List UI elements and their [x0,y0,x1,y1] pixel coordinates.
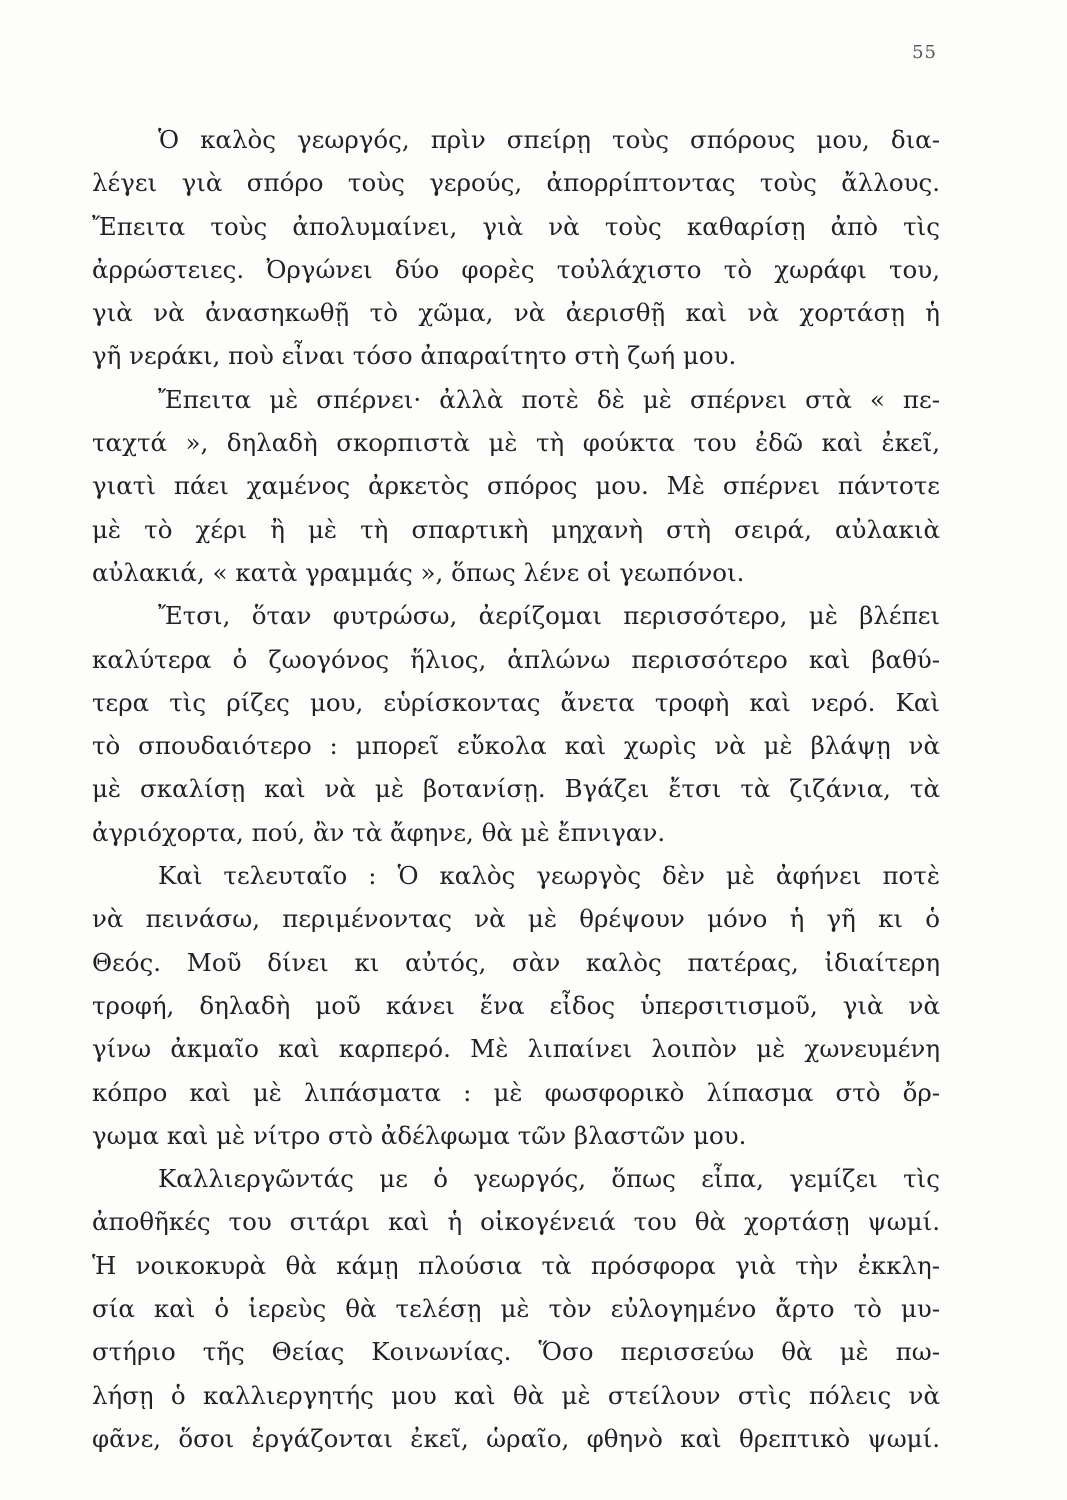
text-line: τὸ σπουδαιότερο : μπορεῖ εὔκολα καὶ χωρὶς νὰ μὲ βλάψῃ νὰ [92,731,940,761]
text-line: γιὰ νὰ ἀνασηκωθῇ τὸ χῶμα, νὰ ἀερισθῇ καὶ νὰ χορτάσῃ ἡ [92,298,940,328]
text-line: Καλλιεργῶντάς με ὁ γεωργός, ὅπως εἶπα, γεμίζει τὶς [158,1164,940,1194]
text-line: λήσῃ ὁ καλλιεργητής μου καὶ θὰ μὲ στείλουν στὶς πόλεις νὰ [92,1380,940,1410]
text-line: καλύτερα ὁ ζωογόνος ἥλιος, ἁπλώνω περισσότερο καὶ βαθύ- [92,644,940,674]
text-line: Ἔτσι, ὅταν φυτρώσω, ἀερίζομαι περισσότερο, μὲ βλέπει [158,601,940,631]
text-line: λέγει γιὰ σπόρο τοὺς γερούς, ἀπορρίπτοντας τοὺς ἄλλους. [92,168,940,198]
text-line: ἀποθῆκές του σιτάρι καὶ ἡ οἰκογένειά του θὰ χορτάσῃ ψωμί. [92,1207,940,1237]
text-line: Ἔπειτα μὲ σπέρνει· ἀλλὰ ποτὲ δὲ μὲ σπέρνει στὰ « πε- [158,384,940,414]
text-line: κόπρο καὶ μὲ λιπάσματα : μὲ φωσφορικὸ λίπασμα στὸ ὄρ- [92,1077,940,1107]
text-line: Ἡ νοικοκυρὰ θὰ κάμῃ πλούσια τὰ πρόσφορα γιὰ τὴν ἐκκλη- [92,1250,940,1280]
text-line: γιατὶ πάει χαμένος ἀρκετὸς σπόρος μου. Μὲ σπέρνει πάντοτε [92,471,940,501]
text-line: Ἔπειτα τοὺς ἀπολυμαίνει, γιὰ νὰ τοὺς καθαρίσῃ ἀπὸ τὶς [92,211,940,241]
text-line: ἀρρώστειες. Ὀργώνει δύο φορὲς τοὐλάχιστο τὸ χωράφι του, [92,254,940,284]
text-line: νὰ πεινάσω, περιμένοντας νὰ μὲ θρέψουν μόνο ἡ γῆ κι ὁ [92,904,940,934]
text-line: Ὁ καλὸς γεωργός, πρὶν σπείρῃ τοὺς σπόρους μου, δια- [158,125,940,154]
text-line: γῆ νεράκι, ποὺ εἶναι τόσο ἀπαραίτητο στὴ ζωή μου. [92,341,737,371]
text-line: μὲ τὸ χέρι ἢ μὲ τὴ σπαρτικὴ μηχανὴ στὴ σειρά, αὐλακιὰ [92,514,940,544]
text-line: τροφή, δηλαδὴ μοῦ κάνει ἕνα εἶδος ὑπερσιτισμοῦ, γιὰ νὰ [92,990,940,1020]
body-text [92,118,940,1460]
text-line: φᾶνε, ὅσοι ἐργάζονται ἐκεῖ, ὡραῖο, φθηνὸ καὶ θρεπτικὸ ψωμί. [92,1423,940,1453]
text-line: Καὶ τελευταῖο : Ὁ καλὸς γεωργὸς δὲν μὲ ἀφήνει ποτὲ [158,861,940,891]
text-line: γωμα καὶ μὲ νίτρο στὸ ἀδέλφωμα τῶν βλαστῶν μου. [92,1120,747,1150]
text-line: γίνω ἀκμαῖο καὶ καρπερό. Μὲ λιπαίνει λοιπὸν μὲ χωνευμένη [92,1034,940,1064]
page-number: 55 [912,42,937,63]
text-line: Θεός. Μοῦ δίνει κι αὐτός, σὰν καλὸς πατέρας, ἰδιαίτερη [92,947,940,977]
text-line: στήριο τῆς Θείας Κοινωνίας. Ὅσο περισσεύω θὰ μὲ πω- [92,1337,940,1367]
text-line: αὐλακιά, « κατὰ γραμμάς », ὅπως λένε οἱ γεωπόνοι. [92,557,745,587]
text-line: μὲ σκαλίσῃ καὶ νὰ μὲ βοτανίσῃ. Βγάζει ἔτσι τὰ ζιζάνια, τὰ [92,774,940,804]
text-line: σία καὶ ὁ ἱερεὺς θὰ τελέσῃ μὲ τὸν εὐλογημένο ἄρτο τὸ μυ- [92,1294,940,1324]
text-line: τερα τὶς ρίζες μου, εὑρίσκοντας ἄνετα τροφὴ καὶ νερό. Καὶ [92,687,940,717]
text-line: ταχτά », δηλαδὴ σκορπιστὰ μὲ τὴ φούκτα του ἐδῶ καὶ ἐκεῖ, [92,428,940,458]
text-line: ἀγριόχορτα, πού, ἂν τὰ ἄφηνε, θὰ μὲ ἔπνιγαν. [92,817,666,847]
